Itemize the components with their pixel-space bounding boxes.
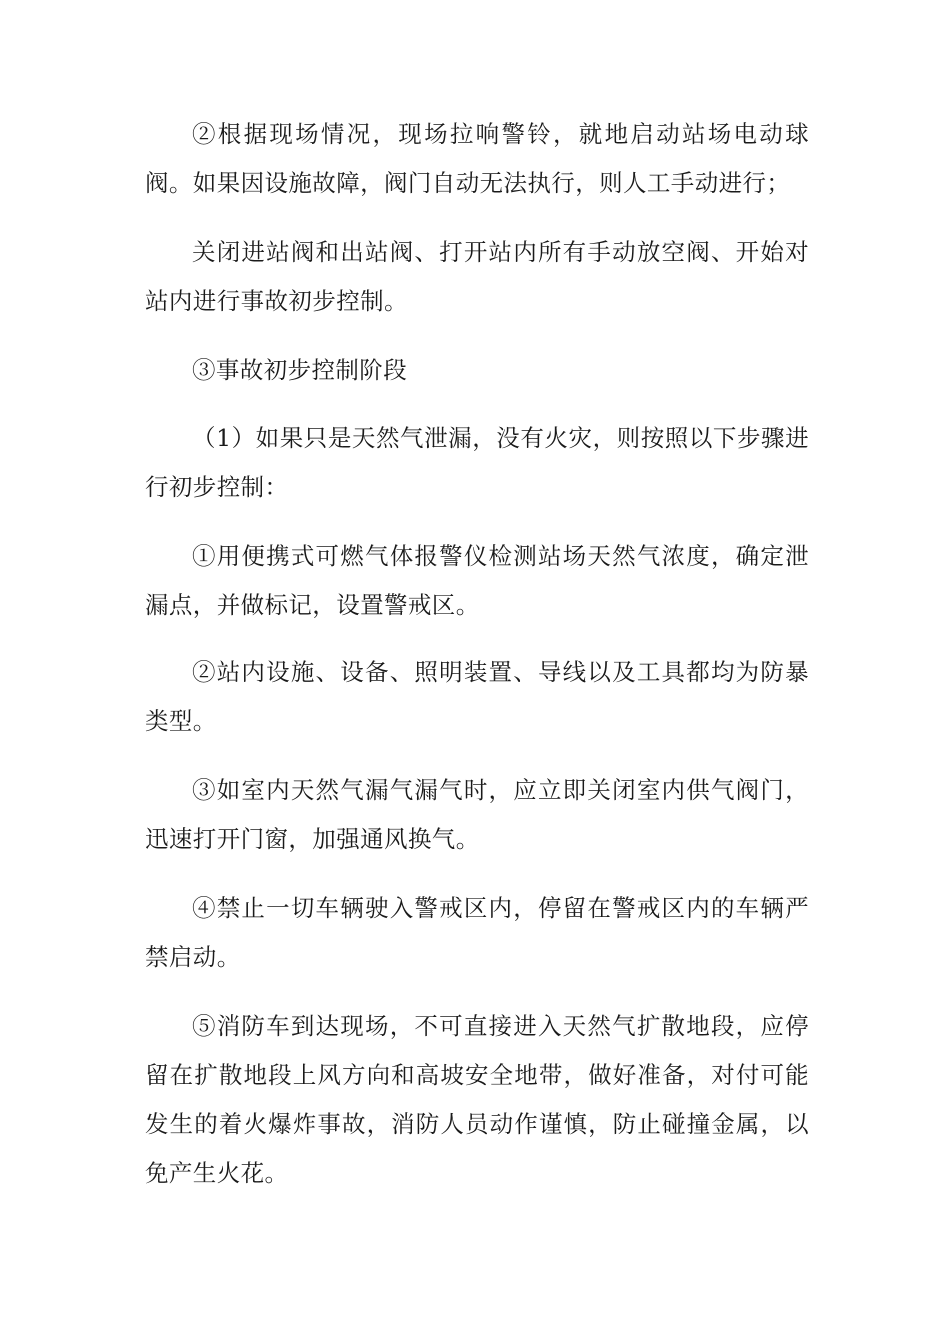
paragraph-leak-no-fire: （1）如果只是天然气泄漏，没有火灾，则按照以下步骤进行初步控制：: [145, 424, 809, 501]
list-item-gas-detection: ①用便携式可燃气体报警仪检测站场天然气浓度，确定泄漏点，并做标记，设置警戒区。: [145, 542, 809, 619]
list-item-indoor-leak: ③如室内天然气漏气漏气时，应立即关闭室内供气阀门，迅速打开门窗，加强通风换气。: [145, 776, 809, 853]
list-item-vehicle-ban: ④禁止一切车辆驶入警戒区内，停留在警戒区内的车辆严禁启动。: [145, 894, 809, 971]
section-heading-initial-control: ③事故初步控制阶段: [192, 356, 408, 384]
paragraph-close-station-valves: 关闭进站阀和出站阀、打开站内所有手动放空阀、开始对站内进行事故初步控制。: [145, 238, 809, 315]
list-item-fire-truck: ⑤消防车到达现场，不可直接进入天然气扩散地段，应停留在扩散地段上风方向和高坡安全地带，做好准备，对付可能发生的着火爆炸事故，消防人员动作谨慎，防止碰撞金属，以免产生火花。: [145, 1012, 809, 1187]
paragraph-valve-activation: ②根据现场情况，现场拉响警铃，就地启动站场电动球阀。如果因设施故障，阀门自动无法执行，则人工手动进行；: [145, 120, 809, 197]
list-item-explosion-proof: ②站内设施、设备、照明装置、导线以及工具都均为防暴类型。: [145, 658, 809, 735]
